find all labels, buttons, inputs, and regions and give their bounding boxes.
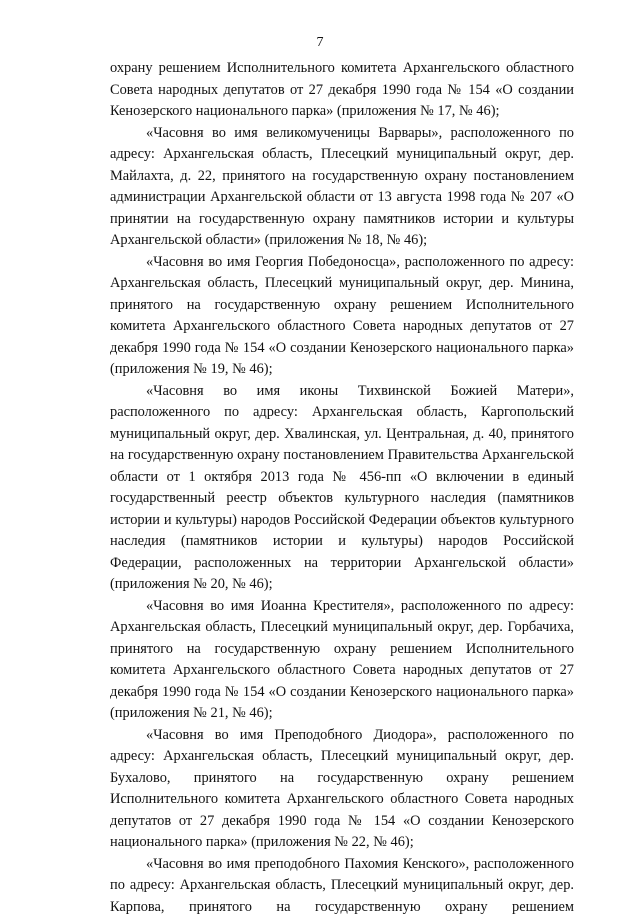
paragraph-chapel-diodor: «Часовня во имя Преподобного Диодора», расположенного по адресу: Архангельская область, Плесецкий муниципальный округ, дер. Бухалово, принятого на государственную охрану решением Исполнительного комитета Архангельского областного Совета народных депутатов от 27 декабря 1990 года № 154 «О создании Кенозерского национального парка» (приложения № 22, № 46); [110, 725, 574, 854]
paragraph-continuation: охрану решением Исполнительного комитета Архангельского областного Совета народных депутатов от 27 декабря 1990 года № 154 «О создании Кенозерского национального парка» (приложения № 17, № 46); [110, 58, 574, 123]
document-body [110, 58, 574, 918]
paragraph-chapel-georgiy: «Часовня во имя Георгия Победоносца», расположенного по адресу: Архангельская область, Плесецкий муниципальный округ, дер. Минина, принятого на государственную охрану решением Исполнительного комитета Архангельского областного Совета народных депутатов от 27 декабря 1990 года № 154 «О создании Кенозерского национального парка» (приложения № 19, № 46); [110, 252, 574, 381]
paragraph-chapel-varvara: «Часовня во имя великомученицы Варвары», расположенного по адресу: Архангельская область, Плесецкий муниципальный округ, дер. Майлахта, д. 22, принятого на государственную охрану постановлением администрации Архангельской области от 13 августа 1998 года № 207 «О принятии на государственную охрану памятников истории и культуры Архангельской области» (приложения № 18, № 46); [110, 123, 574, 252]
page-number: 7 [0, 35, 640, 51]
paragraph-chapel-pakhomiy: «Часовня во имя преподобного Пахомия Кенского», расположенного по адресу: Архангельская область, Плесецкий муниципальный округ, дер. Карпова, принятого на государственную охрану решением [110, 854, 574, 918]
paragraph-chapel-tikhvin-icon: «Часовня во имя иконы Тихвинской Божией Матери», расположенного по адресу: Архангельская область, Каргопольский муниципальный округ, дер. Хвалинская, ул. Центральная, д. 40, принятого на государственную охрану постановлением Правительства Архангельской области от 1 октября 2013 года № 456-пп «О включении в единый государственный реестр объектов культурного наследия (памятников истории и культуры) народов Российской Федерации объектов культурного наследия (памятников истории и культуры) народов Российской Федерации, расположенных на территории Архангельской области» (приложения № 20, № 46); [110, 381, 574, 596]
paragraph-chapel-ioann: «Часовня во имя Иоанна Крестителя», расположенного по адресу: Архангельская область, Плесецкий муниципальный округ, дер. Горбачиха, принятого на государственную охрану решением Исполнительного комитета Архангельского областного Совета народных депутатов от 27 декабря 1990 года № 154 «О создании Кенозерского национального парка» (приложения № 21, № 46); [110, 596, 574, 725]
